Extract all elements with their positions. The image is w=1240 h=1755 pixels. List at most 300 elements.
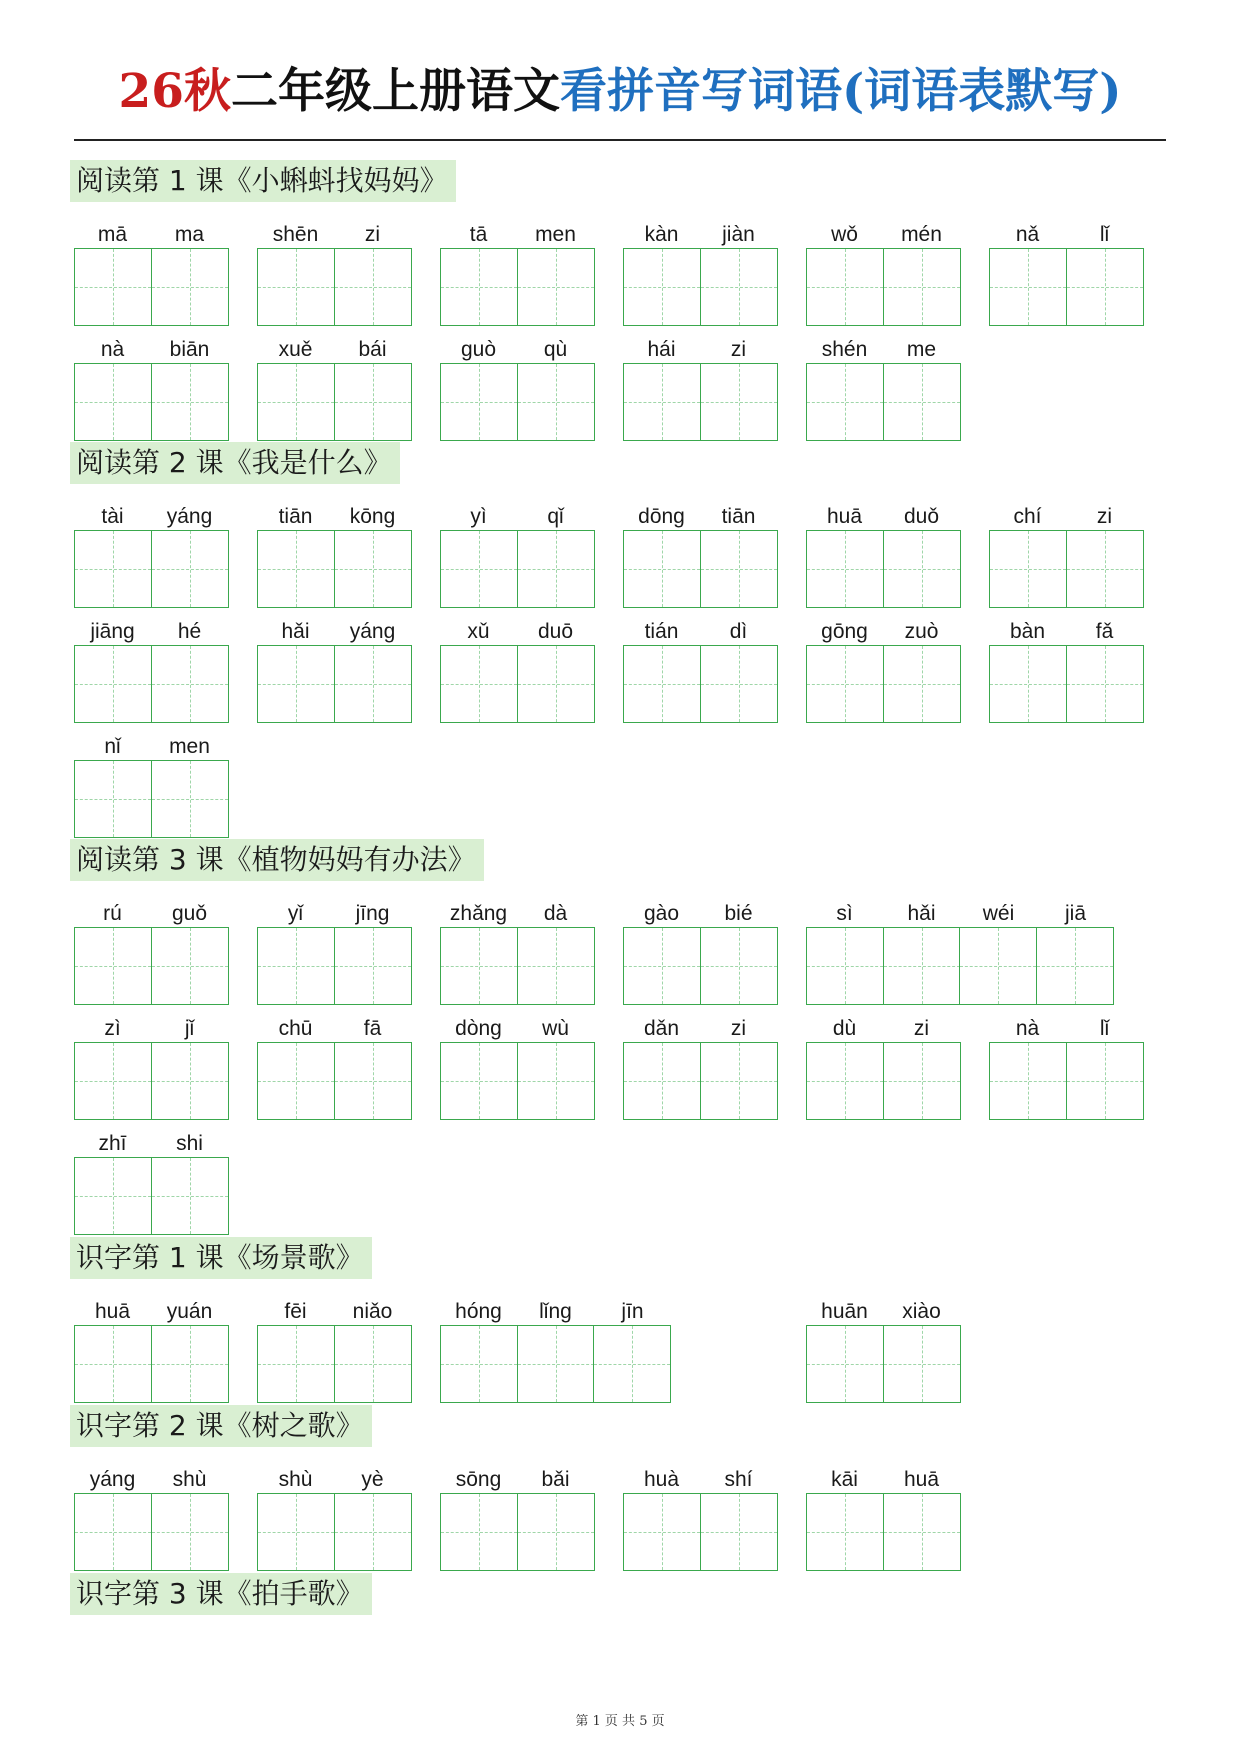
writing-boxes (257, 645, 411, 723)
pinyin-syllable: dòng (455, 1017, 502, 1040)
tianzige-box[interactable] (440, 248, 518, 326)
tianzige-box[interactable] (151, 1493, 229, 1571)
pinyin-row (257, 1459, 411, 1493)
pinyin-syllable: shù (172, 1468, 207, 1491)
word-group (440, 496, 594, 608)
pinyin-syllable: jiā (1064, 902, 1086, 925)
word-group (257, 611, 411, 723)
word-group (623, 1008, 777, 1120)
word-group (257, 329, 411, 441)
pinyin-syllable: bàn (1009, 620, 1046, 643)
title-task: 看拼音写词语(词语表默写) (559, 64, 1122, 119)
tianzige-box[interactable] (334, 1325, 412, 1403)
pinyin-syllable: wǒ (831, 223, 858, 246)
writing-boxes (74, 927, 228, 1005)
pinyin-syllable: xǔ (467, 620, 490, 643)
word-group (440, 611, 594, 723)
lesson-title: 阅读第 3 课《植物妈妈有办法》 (70, 839, 484, 881)
tianzige-box[interactable] (151, 645, 229, 723)
word-group (440, 1291, 671, 1403)
pinyin-syllable: sì (836, 902, 853, 925)
tianzige-box[interactable] (517, 645, 595, 723)
tianzige-box[interactable] (257, 645, 335, 723)
tianzige-box[interactable] (883, 363, 961, 441)
tianzige-box[interactable] (440, 927, 518, 1005)
word-group (74, 496, 228, 608)
pinyin-row (989, 214, 1143, 248)
word-group (74, 329, 228, 441)
tianzige-box[interactable] (623, 530, 701, 608)
tianzige-box[interactable] (623, 1493, 701, 1571)
pinyin-syllable: shēn (272, 223, 319, 246)
tianzige-box[interactable] (623, 1042, 701, 1120)
page-footer: 第 1 页 共 5 页 (575, 1714, 665, 1729)
pinyin-syllable: shén (821, 338, 868, 361)
tianzige-box[interactable] (883, 1325, 961, 1403)
writing-boxes (623, 530, 777, 608)
tianzige-box[interactable] (74, 1325, 152, 1403)
writing-boxes (74, 1493, 228, 1571)
pinyin-syllable: ma (174, 223, 205, 246)
pinyin-row (440, 496, 594, 530)
writing-boxes (806, 363, 960, 441)
pinyin-syllable: tián (644, 620, 679, 643)
word-group (989, 611, 1143, 723)
pinyin-syllable: guò (460, 338, 497, 361)
tianzige-box[interactable] (440, 1042, 518, 1120)
pinyin-syllable: jiàn (722, 223, 755, 246)
pinyin-syllable: mā (97, 223, 128, 246)
tianzige-box[interactable] (517, 927, 595, 1005)
pinyin-syllable: lǐ (1099, 1017, 1110, 1040)
writing-boxes (806, 1493, 960, 1571)
pinyin-syllable: hǎi (281, 620, 310, 643)
writing-boxes (440, 645, 594, 723)
tianzige-box[interactable] (959, 927, 1037, 1005)
word-group (257, 893, 411, 1005)
word-group (440, 1008, 594, 1120)
tianzige-box[interactable] (517, 1325, 595, 1403)
pinyin-syllable: kōng (349, 505, 396, 528)
tianzige-box[interactable] (151, 1325, 229, 1403)
word-group (623, 496, 777, 608)
word-group (806, 496, 960, 608)
writing-boxes (257, 530, 411, 608)
tianzige-box[interactable] (334, 248, 412, 326)
word-group (623, 329, 777, 441)
tianzige-box[interactable] (74, 1157, 152, 1235)
tianzige-box[interactable] (806, 645, 884, 723)
tianzige-box[interactable] (257, 927, 335, 1005)
pinyin-row (806, 1291, 960, 1325)
tianzige-box[interactable] (74, 1042, 152, 1120)
writing-boxes (257, 363, 411, 441)
writing-boxes (806, 1325, 960, 1403)
word-group (806, 893, 1114, 1005)
tianzige-box[interactable] (806, 530, 884, 608)
word-group (806, 1008, 960, 1120)
word-group (74, 1008, 228, 1120)
word-group (806, 329, 960, 441)
tianzige-box[interactable] (623, 363, 701, 441)
pinyin-row (257, 1008, 411, 1042)
pinyin-row (74, 496, 228, 530)
pinyin-row (440, 893, 594, 927)
tianzige-box[interactable] (883, 530, 961, 608)
pinyin-row (257, 611, 411, 645)
word-group (623, 893, 777, 1005)
writing-boxes (440, 248, 594, 326)
pinyin-syllable: zi (730, 338, 747, 361)
pinyin-syllable: yè (361, 1468, 384, 1491)
pinyin-syllable: mén (901, 223, 942, 246)
pinyin-row (74, 611, 228, 645)
title-underline (74, 139, 1166, 141)
tianzige-box[interactable] (883, 1042, 961, 1120)
pinyin-row (623, 611, 777, 645)
pinyin-syllable: gōng (821, 620, 868, 643)
tianzige-box[interactable] (257, 1493, 335, 1571)
pinyin-syllable: duō (537, 620, 574, 643)
writing-boxes (440, 363, 594, 441)
word-group (257, 1008, 411, 1120)
tianzige-box[interactable] (623, 927, 701, 1005)
pinyin-syllable: dōng (638, 505, 685, 528)
pinyin-syllable: bái (358, 338, 387, 361)
tianzige-box[interactable] (700, 927, 778, 1005)
page-title (0, 62, 1240, 122)
tianzige-box[interactable] (700, 363, 778, 441)
pinyin-row (440, 214, 594, 248)
writing-boxes (623, 1493, 777, 1571)
pinyin-syllable: zhǎng (449, 902, 508, 925)
writing-boxes (74, 363, 228, 441)
pinyin-syllable: hóng (455, 1300, 502, 1323)
pinyin-row (806, 1459, 960, 1493)
pinyin-syllable: wù (542, 1017, 569, 1040)
writing-boxes (257, 1493, 411, 1571)
tianzige-box[interactable] (74, 530, 152, 608)
word-group (74, 893, 228, 1005)
writing-boxes (989, 530, 1143, 608)
pinyin-syllable: yì (470, 505, 487, 528)
word-group (989, 496, 1143, 608)
tianzige-box[interactable] (334, 1042, 412, 1120)
tianzige-box[interactable] (257, 248, 335, 326)
writing-boxes (257, 248, 411, 326)
tianzige-box[interactable] (151, 760, 229, 838)
tianzige-box[interactable] (74, 927, 152, 1005)
writing-boxes (74, 1157, 228, 1235)
pinyin-row (806, 329, 960, 363)
word-group (74, 214, 228, 326)
word-group (623, 1459, 777, 1571)
tianzige-box[interactable] (806, 1325, 884, 1403)
tianzige-box[interactable] (883, 927, 961, 1005)
pinyin-syllable: yǐ (287, 902, 304, 925)
pinyin-syllable: duǒ (903, 505, 940, 528)
tianzige-box[interactable] (1036, 927, 1114, 1005)
tianzige-box[interactable] (151, 1157, 229, 1235)
writing-boxes (74, 248, 228, 326)
pinyin-row (989, 496, 1143, 530)
pinyin-syllable: tiān (278, 505, 313, 528)
tianzige-box[interactable] (989, 645, 1067, 723)
pinyin-syllable: chí (1013, 505, 1042, 528)
pinyin-row (989, 611, 1143, 645)
tianzige-box[interactable] (806, 1493, 884, 1571)
tianzige-box[interactable] (151, 363, 229, 441)
writing-boxes (989, 248, 1143, 326)
pinyin-row (440, 611, 594, 645)
word-group (74, 1459, 228, 1571)
tianzige-box[interactable] (517, 530, 595, 608)
writing-boxes (806, 1042, 960, 1120)
pinyin-syllable: yuán (166, 1300, 213, 1323)
pinyin-syllable: dù (832, 1017, 857, 1040)
word-group (257, 1459, 411, 1571)
pinyin-syllable: qǐ (547, 505, 564, 528)
tianzige-box[interactable] (883, 1493, 961, 1571)
pinyin-row (257, 214, 411, 248)
word-group (74, 1123, 228, 1235)
tianzige-box[interactable] (334, 363, 412, 441)
word-group (806, 1291, 960, 1403)
pinyin-syllable: wéi (982, 902, 1015, 925)
pinyin-syllable: chū (278, 1017, 313, 1040)
tianzige-box[interactable] (74, 645, 152, 723)
tianzige-box[interactable] (517, 1042, 595, 1120)
pinyin-syllable: zuò (904, 620, 939, 643)
tianzige-box[interactable] (989, 248, 1067, 326)
tianzige-box[interactable] (806, 927, 884, 1005)
word-group (806, 1459, 960, 1571)
tianzige-box[interactable] (257, 1042, 335, 1120)
tianzige-box[interactable] (623, 645, 701, 723)
pinyin-row (989, 1008, 1143, 1042)
pinyin-syllable: jīng (355, 902, 390, 925)
tianzige-box[interactable] (440, 645, 518, 723)
pinyin-syllable: dì (729, 620, 748, 643)
tianzige-box[interactable] (1066, 1042, 1144, 1120)
pinyin-syllable: huā (903, 1468, 940, 1491)
tianzige-box[interactable] (1066, 645, 1144, 723)
writing-boxes (440, 530, 594, 608)
tianzige-box[interactable] (1066, 530, 1144, 608)
pinyin-row (74, 726, 228, 760)
tianzige-box[interactable] (440, 363, 518, 441)
tianzige-box[interactable] (257, 530, 335, 608)
tianzige-box[interactable] (440, 1493, 518, 1571)
writing-boxes (74, 1042, 228, 1120)
pinyin-syllable: biān (169, 338, 210, 361)
tianzige-box[interactable] (700, 1042, 778, 1120)
pinyin-syllable: yáng (166, 505, 213, 528)
pinyin-syllable: huā (94, 1300, 131, 1323)
pinyin-syllable: kāi (831, 1468, 858, 1491)
writing-boxes (440, 1042, 594, 1120)
pinyin-row (806, 214, 960, 248)
pinyin-syllable: lǐng (539, 1300, 572, 1323)
writing-boxes (440, 1325, 671, 1403)
word-group (74, 611, 228, 723)
title-grade: 二年级上册语文 (230, 64, 560, 119)
writing-boxes (623, 363, 777, 441)
pinyin-syllable: me (906, 338, 937, 361)
writing-boxes (806, 645, 960, 723)
tianzige-box[interactable] (517, 248, 595, 326)
lesson-title: 识字第 2 课《树之歌》 (70, 1405, 372, 1447)
pinyin-syllable: nǐ (104, 735, 121, 758)
tianzige-box[interactable] (806, 1042, 884, 1120)
pinyin-syllable: shi (176, 1132, 203, 1155)
tianzige-box[interactable] (989, 530, 1067, 608)
pinyin-row (74, 1459, 228, 1493)
tianzige-box[interactable] (74, 760, 152, 838)
tianzige-box[interactable] (74, 1493, 152, 1571)
tianzige-box[interactable] (151, 248, 229, 326)
pinyin-row (806, 611, 960, 645)
pinyin-syllable: huā (826, 505, 863, 528)
word-group (440, 214, 594, 326)
pinyin-syllable: bǎi (541, 1468, 570, 1491)
tianzige-box[interactable] (334, 1493, 412, 1571)
pinyin-syllable: zhī (98, 1132, 127, 1155)
pinyin-row (623, 1008, 777, 1042)
tianzige-box[interactable] (517, 1493, 595, 1571)
word-group (440, 893, 594, 1005)
word-group (623, 611, 777, 723)
pinyin-row (440, 329, 594, 363)
word-group (74, 726, 228, 838)
tianzige-box[interactable] (700, 248, 778, 326)
pinyin-row (623, 329, 777, 363)
pinyin-syllable: jǐ (184, 1017, 195, 1040)
pinyin-syllable: nà (1015, 1017, 1040, 1040)
tianzige-box[interactable] (593, 1325, 671, 1403)
tianzige-box[interactable] (257, 1325, 335, 1403)
tianzige-box[interactable] (883, 645, 961, 723)
tianzige-box[interactable] (517, 363, 595, 441)
word-group (257, 214, 411, 326)
writing-boxes (989, 1042, 1143, 1120)
pinyin-syllable: qù (543, 338, 568, 361)
tianzige-box[interactable] (806, 248, 884, 326)
pinyin-row (440, 1291, 671, 1325)
pinyin-syllable: tài (101, 505, 124, 528)
writing-boxes (257, 1042, 411, 1120)
tianzige-box[interactable] (700, 1493, 778, 1571)
pinyin-syllable: huà (643, 1468, 680, 1491)
writing-boxes (623, 645, 777, 723)
writing-boxes (74, 645, 228, 723)
pinyin-syllable: men (169, 735, 210, 758)
writing-boxes (440, 1493, 594, 1571)
pinyin-row (623, 496, 777, 530)
pinyin-row (74, 214, 228, 248)
pinyin-syllable: lǐ (1099, 223, 1110, 246)
tianzige-box[interactable] (334, 530, 412, 608)
pinyin-syllable: zi (913, 1017, 930, 1040)
pinyin-syllable: yáng (89, 1468, 136, 1491)
pinyin-syllable: xuě (278, 338, 313, 361)
pinyin-syllable: jīn (621, 1300, 644, 1323)
writing-boxes (257, 1325, 411, 1403)
pinyin-syllable: hé (177, 620, 202, 643)
writing-boxes (806, 530, 960, 608)
pinyin-row (440, 1008, 594, 1042)
tianzige-box[interactable] (151, 1042, 229, 1120)
word-group (806, 214, 960, 326)
tianzige-box[interactable] (806, 363, 884, 441)
writing-boxes (440, 927, 594, 1005)
pinyin-syllable: zi (1096, 505, 1113, 528)
tianzige-box[interactable] (74, 363, 152, 441)
tianzige-box[interactable] (151, 530, 229, 608)
pinyin-row (74, 893, 228, 927)
tianzige-box[interactable] (440, 530, 518, 608)
tianzige-box[interactable] (700, 645, 778, 723)
pinyin-syllable: shí (724, 1468, 753, 1491)
writing-boxes (257, 927, 411, 1005)
pinyin-syllable: fǎ (1095, 620, 1114, 643)
tianzige-box[interactable] (883, 248, 961, 326)
writing-boxes (623, 927, 777, 1005)
tianzige-box[interactable] (334, 927, 412, 1005)
tianzige-box[interactable] (700, 530, 778, 608)
tianzige-box[interactable] (1066, 248, 1144, 326)
tianzige-box[interactable] (440, 1325, 518, 1403)
pinyin-syllable: gào (643, 902, 680, 925)
tianzige-box[interactable] (989, 1042, 1067, 1120)
pinyin-row (440, 1459, 594, 1493)
pinyin-syllable: men (535, 223, 576, 246)
pinyin-syllable: nà (100, 338, 125, 361)
word-group (440, 1459, 594, 1571)
pinyin-syllable: guǒ (171, 902, 208, 925)
tianzige-box[interactable] (151, 927, 229, 1005)
pinyin-syllable: fēi (284, 1300, 307, 1323)
title-year: 26秋 (118, 64, 231, 119)
pinyin-syllable: sōng (455, 1468, 502, 1491)
pinyin-row (257, 496, 411, 530)
pinyin-syllable: fā (363, 1017, 382, 1040)
writing-boxes (989, 645, 1143, 723)
pinyin-syllable: yáng (349, 620, 396, 643)
pinyin-syllable: zi (364, 223, 381, 246)
writing-boxes (74, 760, 228, 838)
writing-boxes (806, 248, 960, 326)
writing-boxes (623, 1042, 777, 1120)
pinyin-syllable: jiāng (90, 620, 135, 643)
tianzige-box[interactable] (74, 248, 152, 326)
pinyin-row (74, 1123, 228, 1157)
tianzige-box[interactable] (623, 248, 701, 326)
pinyin-syllable: kàn (644, 223, 679, 246)
pinyin-row (74, 329, 228, 363)
lesson-title: 阅读第 2 课《我是什么》 (70, 442, 400, 484)
pinyin-syllable: xiào (902, 1300, 941, 1323)
pinyin-syllable: dǎn (643, 1017, 680, 1040)
pinyin-syllable: zi (730, 1017, 747, 1040)
pinyin-syllable: hái (647, 338, 676, 361)
word-group (257, 496, 411, 608)
word-group (989, 1008, 1143, 1120)
tianzige-box[interactable] (257, 363, 335, 441)
pinyin-row (74, 1291, 228, 1325)
pinyin-row (623, 214, 777, 248)
tianzige-box[interactable] (334, 645, 412, 723)
